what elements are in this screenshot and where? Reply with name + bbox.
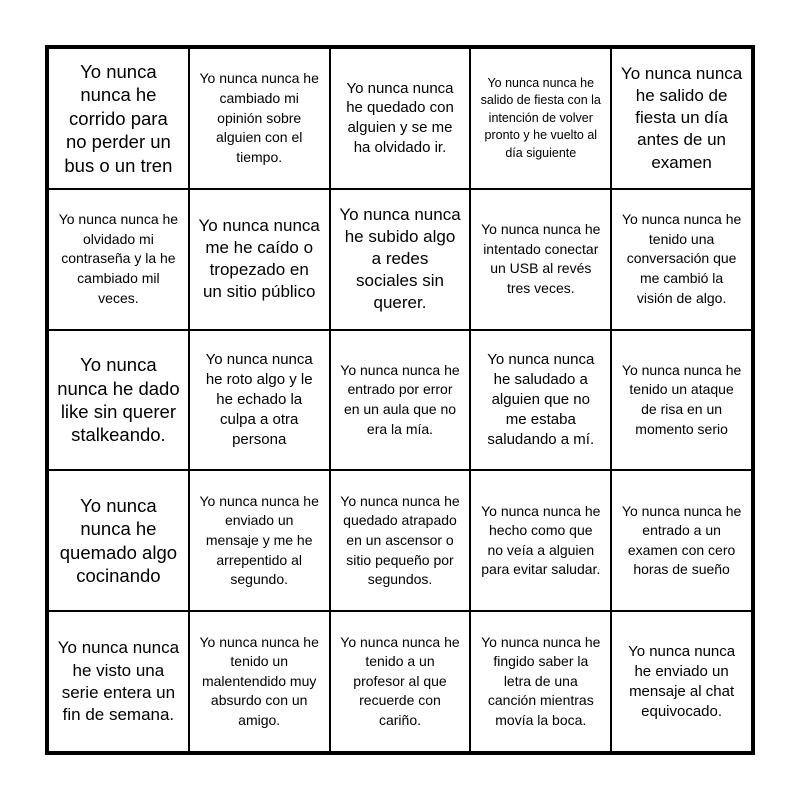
cell-text: Yo nunca nunca he cambiado mi opinión sobre alguien con el tiempo.	[199, 70, 319, 165]
cell-text: Yo nunca nunca he dado like sin querer stalkeando.	[57, 354, 180, 446]
bingo-cell-2[interactable]	[189, 48, 330, 189]
cell-text: Yo nunca nunca he quedado atrapado en un ascensor o sitio pequeño por segundos.	[340, 492, 460, 588]
cell-text: Yo nunca nunca he tenido una conversación que me cambió la visión de algo.	[621, 211, 742, 306]
cell-text: Yo nunca nunca he hecho como que no veía a alguien para evitar saludar.	[481, 502, 601, 578]
cell-text: Yo nunca nunca he quemado algo cocinando	[59, 494, 178, 587]
bingo-cell-15[interactable]	[611, 330, 752, 471]
bingo-cell-11[interactable]	[48, 330, 189, 471]
bingo-cell-18[interactable]	[330, 470, 471, 611]
cell-text: Yo nunca nunca he tenido un ataque de risa en un momento serio	[621, 361, 742, 437]
bingo-cell-25[interactable]	[611, 611, 752, 752]
cell-text: Yo nunca nunca he salido de fiesta con la intención de volver pronto y he vuelto al día siguiente	[480, 75, 601, 160]
bingo-cell-4[interactable]	[470, 48, 611, 189]
bingo-cell-13[interactable]	[330, 330, 471, 471]
bingo-cell-24[interactable]	[470, 611, 611, 752]
bingo-cell-7[interactable]	[189, 189, 330, 330]
bingo-cell-8[interactable]	[330, 189, 471, 330]
bingo-cell-23[interactable]	[330, 611, 471, 752]
cell-text: Yo nunca nunca he entrado por error en un aula que no era la mía.	[340, 361, 460, 437]
bingo-cell-20[interactable]	[611, 470, 752, 611]
bingo-cell-17[interactable]	[189, 470, 330, 611]
bingo-cell-3[interactable]	[330, 48, 471, 189]
cell-text: Yo nunca nunca he visto una serie entera un fin de semana.	[57, 638, 180, 724]
bingo-cell-6[interactable]	[48, 189, 189, 330]
cell-text: Yo nunca nunca he fingido saber la letra de una canción mientras movía la boca.	[481, 633, 601, 728]
cell-text: Yo nunca nunca he entrado a un examen con cero horas de sueño	[621, 502, 742, 578]
cell-text: Yo nunca nunca he enviado un mensaje al chat equivocado.	[628, 642, 736, 720]
bingo-cell-14[interactable]	[470, 330, 611, 471]
cell-text: Yo nunca nunca he intentado conectar un USB al revés tres veces.	[481, 221, 601, 296]
bingo-cell-10[interactable]	[611, 189, 752, 330]
cell-text: Yo nunca nunca he enviado un mensaje y me he arrepentido al segundo.	[199, 492, 319, 588]
bingo-cell-16[interactable]	[48, 470, 189, 611]
cell-text: Yo nunca nunca he roto algo y le he echado la culpa a otra persona	[205, 351, 313, 448]
cell-text: Yo nunca nunca he corrido para no perder un bus o un tren	[64, 60, 173, 176]
bingo-cell-5[interactable]	[611, 48, 752, 189]
bingo-cell-1[interactable]	[48, 48, 189, 189]
cell-text: Yo nunca nunca he quedado con alguien y se me ha olvidado ir.	[346, 79, 454, 157]
bingo-board	[45, 45, 755, 755]
cell-text: Yo nunca nunca he salido de fiesta un día antes de un examen	[620, 64, 743, 172]
bingo-cell-9[interactable]	[470, 189, 611, 330]
cell-text: Yo nunca nunca he tenido un malentendido muy absurdo con un amigo.	[199, 633, 319, 728]
cell-text: Yo nunca nunca he saludado a alguien que no me estaba saludando a mí.	[487, 351, 595, 448]
bingo-cell-22[interactable]	[189, 611, 330, 752]
cell-text: Yo nunca nunca he subido algo a redes sociales sin querer.	[339, 204, 461, 313]
bingo-cell-12[interactable]	[189, 330, 330, 471]
bingo-cell-19[interactable]	[470, 470, 611, 611]
cell-text: Yo nunca nunca he tenido a un profesor al que recuerde con cariño.	[340, 633, 460, 728]
bingo-cell-21[interactable]	[48, 611, 189, 752]
cell-text: Yo nunca nunca me he caído o tropezado en un sitio público	[198, 216, 320, 302]
cell-text: Yo nunca nunca he olvidado mi contraseña y la he cambiado mil veces.	[58, 211, 179, 306]
